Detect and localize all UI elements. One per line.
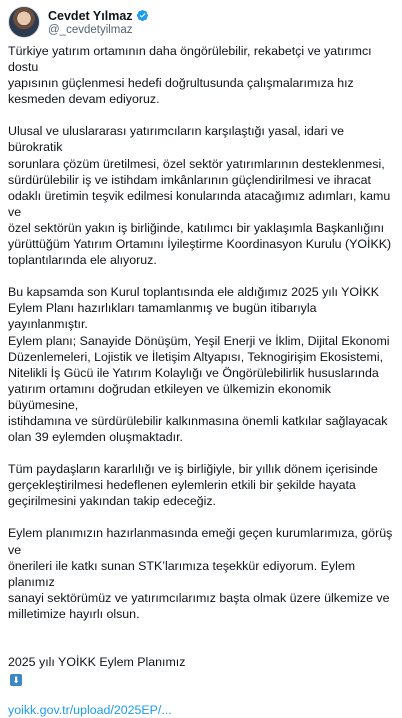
tweet-paragraph-1: Türkiye yatırım ortamının daha öngörülebilir, rekabetçi ve yatırımcı dostu yapısının güçlenmesi hedefi doğrultusunda çalışmalarımıza hız kesmeden devam ediyoruz. bbox=[8, 44, 372, 107]
down-arrow-icon: ⬇ bbox=[10, 674, 22, 686]
name-row bbox=[48, 9, 149, 23]
tweet-paragraph-3: Bu kapsamda son Kurul toplantısında ele aldığımız 2025 yılı YOİKK Eylem Planı hazırlıkları tamamlanmış ve bugün itibarıyla yayınlanmıştır. Eylem planı; Sanayide Dönüşüm, Yeşil Enerji ve İklim, Dijital Ekonomi Düzenlemeleri, Lojistik ve İletişim Altyapısı, Teknogirişim Ekosistemi, Nitelikli İş Gücü ile Yatırım Kolaylığı ve Öngörülebilirlik hususlarında yatırım ortamını doğrudan etkileyen ve ülkemizin ekonomik büyümesine, istihdamına ve sürdürülebilir kalkınmasına önemli katkılar sağlayacak olan 39 eylemden oluşmaktadır. bbox=[8, 285, 390, 445]
tweet-paragraph-4: Tüm paydaşların kararlılığı ve iş birliğiyle, bir yıllık dönem içerisinde gerçekleştirilmesi hedeflenen eylemlerin etkili bir şekilde hayata geçirilmesini yakından takip edeceğiz. bbox=[8, 462, 378, 509]
author-display-name[interactable]: Cevdet Yılmaz bbox=[48, 8, 133, 23]
verified-badge-icon bbox=[136, 9, 149, 22]
plan-link[interactable]: yoikk.gov.tr/upload/2025EP/... bbox=[8, 703, 172, 718]
tweet-paragraph-5: Eylem planımızın hazırlanmasında emeği geçen kurumlarımıza, görüş ve önerileri ile katkı sunan STK’larımıza teşekkür ediyorum. Eylem planımız sanayi sektörümüz ve yatırımcılarımız başta olmak üzere ülkemize ve milletimize hayırlı olsun. bbox=[8, 526, 393, 621]
author-handle[interactable]: @_cevdetyilmaz bbox=[48, 23, 133, 36]
tweet-text bbox=[8, 43, 396, 718]
tweet-header bbox=[8, 4, 149, 40]
plan-line bbox=[8, 638, 396, 686]
tweet-paragraph-2: Ulusal ve uluslararası yatırımcıların karşılaştığı yasal, idari ve bürokratik sorunlara çözüm üretilmesi, özel sektör yatırımlarının desteklenmesi, sürdürülebilir iş ve istihdam imkânlarının güçlendirilmesi ve ihracat odaklı üretimin teşvik edilmesi konularında atacağımız adımları, kamu ve özel sektörün yakın iş birliğinde, katılımcı bir yaklaşımla Başkanlığını yürüttüğüm Yatırım Ortamını İyileştirme Koordinasyon Kurulu (YOİKK) toplantılarında ele alıyoruz. bbox=[8, 124, 392, 268]
avatar[interactable] bbox=[8, 6, 40, 38]
plan-line-text: 2025 yılı YOİKK Eylem Planımız bbox=[8, 655, 186, 670]
author-info bbox=[48, 9, 149, 36]
